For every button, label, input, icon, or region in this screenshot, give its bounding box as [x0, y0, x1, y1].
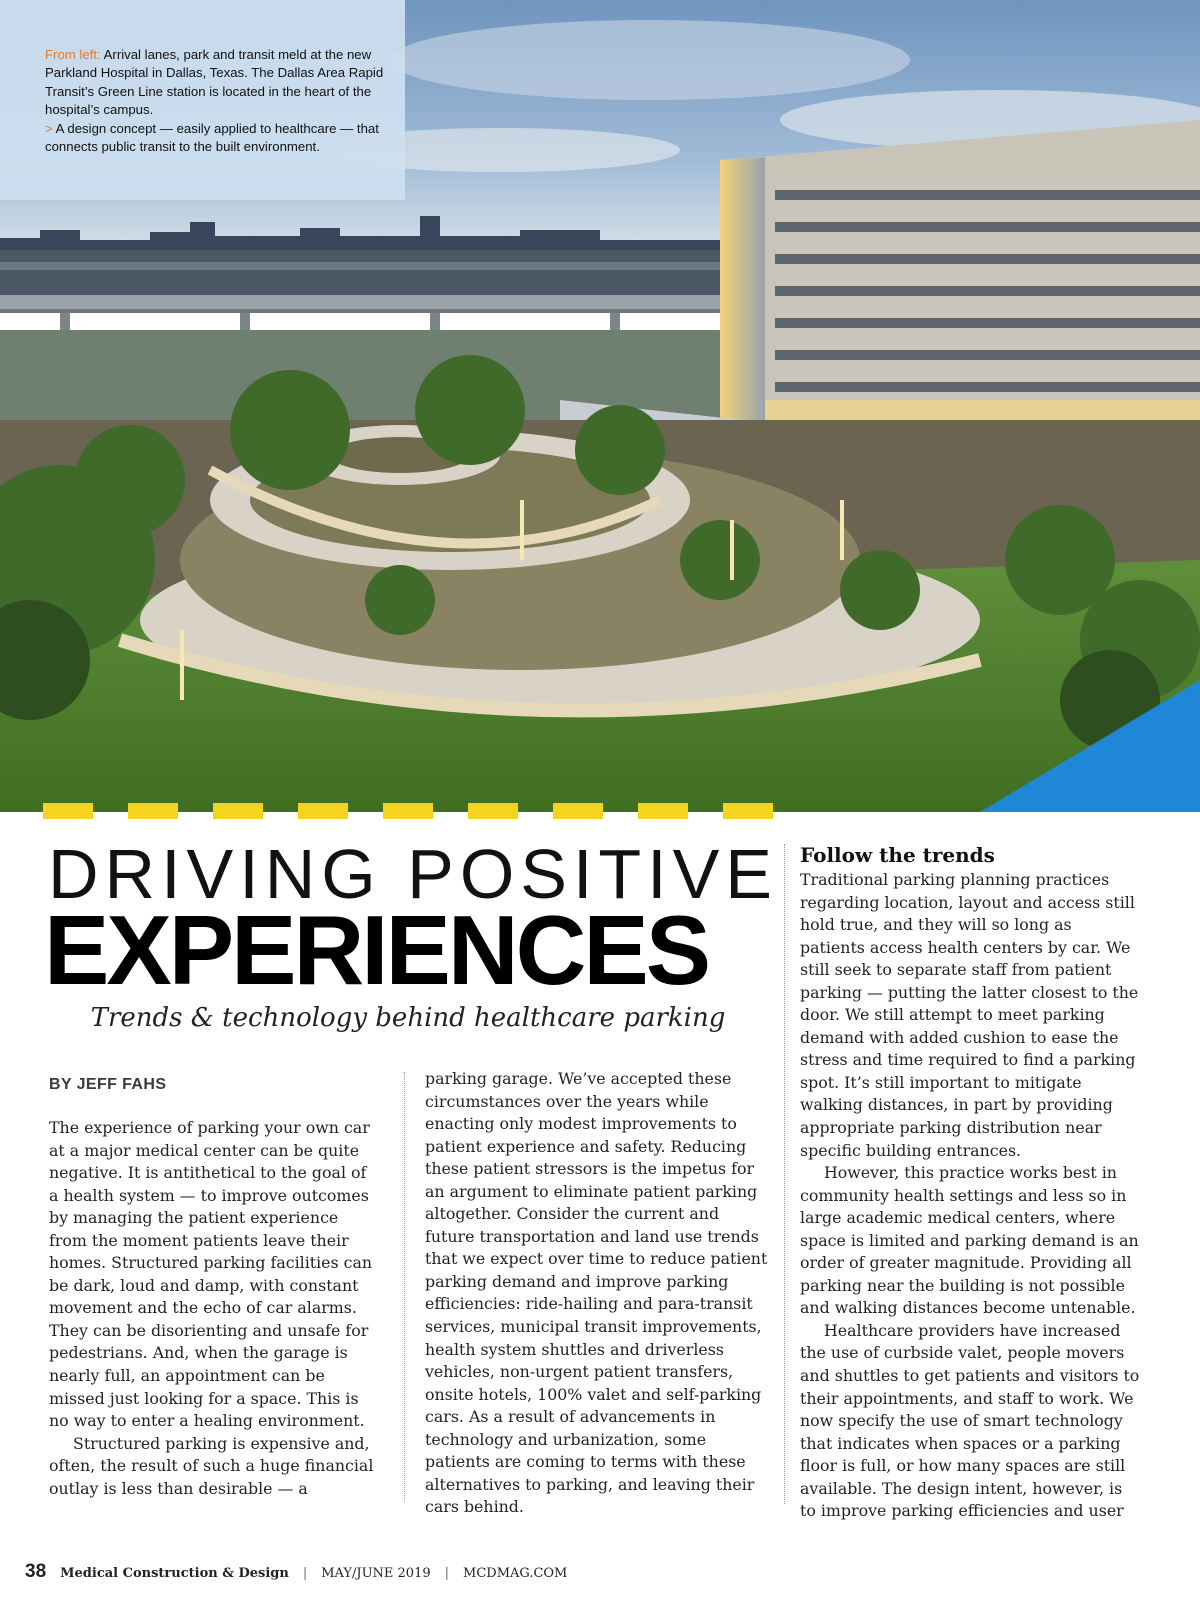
photo-caption	[0, 0, 405, 200]
headline: EXPERIENCES	[44, 895, 709, 1005]
page-number: 38	[25, 1561, 47, 1582]
dash	[298, 803, 348, 819]
article-column-1	[49, 1117, 379, 1500]
paragraph: parking garage. We’ve accepted these circumstances over the years while enacting only modest improvements to patient experience and safety. Reducing these patient stressors is the impetus for an argument to eliminate patient parking altogether. Consider the current and future transportation and land use trends that we expect over time to reduce patient parking demand and improve parking efficiencies: ride-hailing and para-transit services, municipal transit improvements, health system shuttles and driverless vehicles, non-urgent patient transfers, onsite hotels, 100% valet and self-parking cars. As a result of advancements in technology and urbanization, some patients are coming to terms with these alternatives to parking, and leaving their cars behind.	[425, 1069, 768, 1517]
yellow-dash-rule	[43, 803, 773, 819]
column-divider	[784, 844, 785, 1504]
headline-kicker: DRIVING POSITIVE	[48, 835, 778, 913]
paragraph: Traditional parking planning practices regarding location, layout and access still hold true, and they will so long as patients access health centers by car. We still seek to separate staff from patient parking — putting the latter closest to the door. We still attempt to meet parking demand with added cushion to ease the stress and time required to find a parking spot. It’s still important to mitigate walking distances, in part by providing appropriate parking distribution near specific building entrances.	[800, 870, 1139, 1160]
website-url: MCDMAG.COM	[463, 1566, 568, 1581]
section-heading: Follow the trends	[800, 843, 995, 867]
caption-paragraph-2	[45, 120, 385, 157]
caption-arrow-icon: >	[45, 120, 53, 136]
caption-text-1: Arrival lanes, park and transit meld at the new Parkland Hospital in Dallas, Texas. The Dallas Area Rapid Transit’s Green Line station is located in the heart of the hospital’s campus.	[45, 47, 384, 118]
dash	[43, 803, 93, 819]
deck-subtitle: Trends & technology behind healthcare parking	[90, 1003, 726, 1033]
footer-separator: |	[302, 1566, 308, 1581]
dash	[723, 803, 773, 819]
caption-paragraph-1	[45, 46, 385, 120]
paragraph: Structured parking is expensive and, often, the result of such a huge financial outlay is less than desirable — a	[49, 1433, 374, 1498]
paragraph: The experience of parking your own car at a major medical center can be quite negative. It is antithetical to the goal of a health system — to improve outcomes by managing the patient experience from the moment patients leave their homes. Structured parking facilities can be dark, loud and damp, with constant movement and the echo of car alarms. They can be disorienting and unsafe for pedestrians. And, when the garage is nearly full, an appointment can be missed just looking for a space. This is no way to enter a healing environment.	[49, 1118, 373, 1431]
byline: BY JEFF FAHS	[49, 1076, 167, 1093]
article-column-2	[425, 1068, 770, 1519]
paragraph: However, this practice works best in community health settings and less so in large academic medical centers, where space is limited and parking demand is an order of greater magnitude. Providing all parking near the building is not possible and walking distances become untenable.	[800, 1163, 1139, 1318]
dash	[553, 803, 603, 819]
caption-text-2: A design concept — easily applied to healthcare — that connects public transit to the built environment.	[45, 120, 379, 155]
caption-lead-label: From left:	[45, 47, 101, 62]
footer-separator: |	[444, 1566, 450, 1581]
dash	[128, 803, 178, 819]
paragraph: Healthcare providers have increased the use of curbside valet, people movers and shuttles to get patients and visitors to their appointments, and staff to work. We now specify the use of smart technology that indicates when spaces or a parking floor is full, or how many spaces are still available. The design intent, however, is to improve parking efficiencies and user	[800, 1320, 1140, 1521]
dash	[468, 803, 518, 819]
issue-date: MAY/JUNE 2019	[321, 1566, 431, 1581]
dash	[383, 803, 433, 819]
magazine-name: Medical Construction & Design	[60, 1566, 289, 1581]
dash	[213, 803, 263, 819]
article-column-3	[800, 869, 1140, 1523]
column-divider	[404, 1072, 405, 1502]
dash	[638, 803, 688, 819]
page-footer	[25, 1561, 567, 1583]
